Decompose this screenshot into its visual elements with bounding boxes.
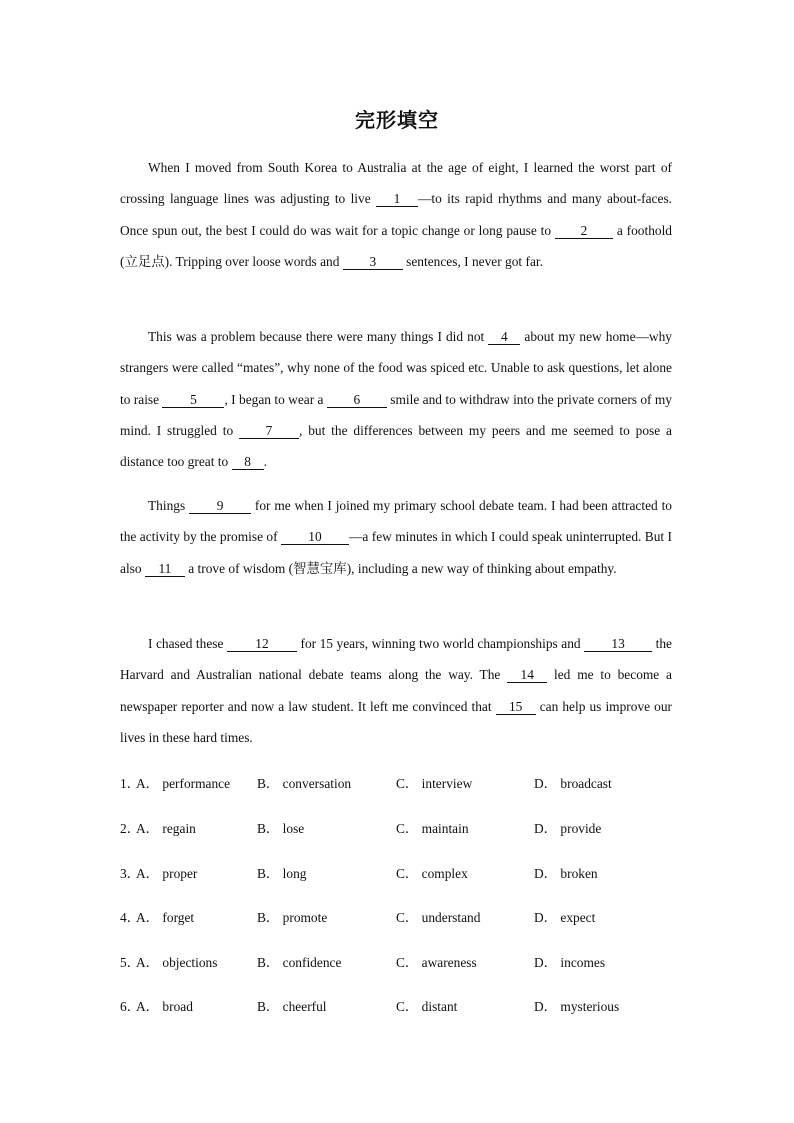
option-d[interactable]: D． expect bbox=[534, 910, 596, 925]
option-d[interactable]: D． mysterious bbox=[534, 999, 620, 1014]
option-d[interactable]: D． provide bbox=[534, 821, 602, 836]
option-a[interactable]: A． proper bbox=[136, 866, 198, 881]
question-number: 6． bbox=[120, 999, 141, 1014]
passage-text: , I began to wear a bbox=[224, 391, 327, 407]
blank-1[interactable]: 1 bbox=[376, 191, 418, 207]
option-d[interactable]: D． broadcast bbox=[534, 776, 612, 791]
passage-text: , but the differences between my peers and me seemed to pose a distance too great to bbox=[120, 422, 672, 470]
option-d[interactable]: D． incomes bbox=[534, 955, 606, 970]
passage-text: . bbox=[263, 454, 267, 470]
passage-text: Things bbox=[148, 498, 190, 513]
blank-9[interactable]: 9 bbox=[189, 498, 251, 514]
page-title: 完形填空 bbox=[355, 108, 439, 132]
option-c[interactable]: C． complex bbox=[396, 866, 468, 881]
passage-text: When I moved from South Korea to Australia at the age of eight, I learned the worst part of crossing language lines was adjusting to live bbox=[120, 160, 672, 207]
blank-6[interactable]: 6 bbox=[327, 392, 387, 408]
question-row-1 bbox=[120, 773, 680, 793]
passage-text: for me when I joined my primary school debate team. I had been attracted to the activity by the promise of bbox=[120, 498, 673, 545]
option-a[interactable]: A． broad bbox=[136, 999, 193, 1014]
passage-text: I chased these bbox=[148, 636, 227, 651]
option-c[interactable]: C． interview bbox=[396, 776, 473, 791]
blank-8[interactable]: 8 bbox=[232, 454, 264, 470]
option-a[interactable]: A． performance bbox=[136, 776, 231, 791]
option-b[interactable]: B． conversation bbox=[257, 776, 352, 791]
question-number: 3． bbox=[120, 866, 141, 881]
option-a[interactable]: A． regain bbox=[136, 821, 196, 836]
passage-text: led me to become a newspaper reporter and now a law student. It left me convinced that bbox=[120, 667, 673, 714]
question-number: 1． bbox=[120, 776, 141, 791]
passage-text: smile and to withdraw into the private corners of my mind. I struggled to bbox=[120, 391, 673, 438]
passage-paragraph-2 bbox=[120, 321, 672, 477]
option-c[interactable]: C． maintain bbox=[396, 821, 469, 836]
option-c[interactable]: C． understand bbox=[396, 910, 481, 925]
blank-7[interactable]: 7 bbox=[239, 423, 299, 439]
passage-text: a trove of wisdom (智慧宝库), including a new way of thinking about empathy. bbox=[184, 560, 617, 576]
option-b[interactable]: B． promote bbox=[257, 910, 328, 925]
blank-3[interactable]: 3 bbox=[343, 254, 403, 270]
blank-2[interactable]: 2 bbox=[555, 223, 613, 239]
question-row-2 bbox=[120, 818, 680, 838]
option-b[interactable]: B． cheerful bbox=[257, 999, 327, 1014]
question-number: 5． bbox=[120, 955, 141, 970]
option-a[interactable]: A． forget bbox=[136, 910, 195, 925]
question-row-3 bbox=[120, 863, 680, 883]
blank-5[interactable]: 5 bbox=[162, 392, 224, 408]
option-b[interactable]: B． lose bbox=[257, 821, 305, 836]
question-row-5 bbox=[120, 952, 680, 972]
option-c[interactable]: C． awareness bbox=[396, 955, 477, 970]
passage-text: about my new home—why strangers were called “mates”, why none of the food was spiced etc. Unable to ask questions, let alone to raise bbox=[120, 329, 672, 407]
passage-paragraph-3 bbox=[120, 490, 672, 584]
question-number: 2． bbox=[120, 821, 141, 836]
passage-text: —to its rapid rhythms and many about-faces. Once spun out, the best I could do was wait for a topic change or long pause to bbox=[120, 191, 672, 238]
question-row-6 bbox=[120, 996, 680, 1016]
passage-text: a foothold (立足点). Tripping over loose words and bbox=[120, 222, 673, 269]
passage-text: can help us improve our lives in these hard times. bbox=[120, 698, 672, 745]
passage-paragraph-4 bbox=[120, 628, 672, 753]
passage-paragraph-1 bbox=[120, 152, 672, 277]
passage-text: the Harvard and Australian national debate teams along the way. The bbox=[120, 636, 673, 683]
blank-14[interactable]: 14 bbox=[507, 667, 547, 683]
blank-4[interactable]: 4 bbox=[488, 329, 520, 345]
blank-11[interactable]: 11 bbox=[145, 561, 185, 577]
blank-15[interactable]: 15 bbox=[496, 699, 536, 715]
option-d[interactable]: D． broken bbox=[534, 866, 598, 881]
option-b[interactable]: B． confidence bbox=[257, 955, 342, 970]
question-row-4 bbox=[120, 907, 680, 927]
blank-10[interactable]: 10 bbox=[281, 529, 349, 545]
passage-text: sentences, I never got far. bbox=[402, 253, 543, 269]
blank-13[interactable]: 13 bbox=[584, 636, 652, 652]
option-c[interactable]: C． distant bbox=[396, 999, 458, 1014]
option-b[interactable]: B． long bbox=[257, 866, 307, 881]
passage-text: for 15 years, winning two world championships and bbox=[296, 636, 585, 651]
question-number: 4． bbox=[120, 910, 141, 925]
option-a[interactable]: A． objections bbox=[136, 955, 218, 970]
passage-text: This was a problem because there were many things I did not bbox=[148, 329, 489, 344]
blank-12[interactable]: 12 bbox=[227, 636, 297, 652]
passage-text: —a few minutes in which I could speak uninterrupted. But I also bbox=[120, 529, 672, 576]
